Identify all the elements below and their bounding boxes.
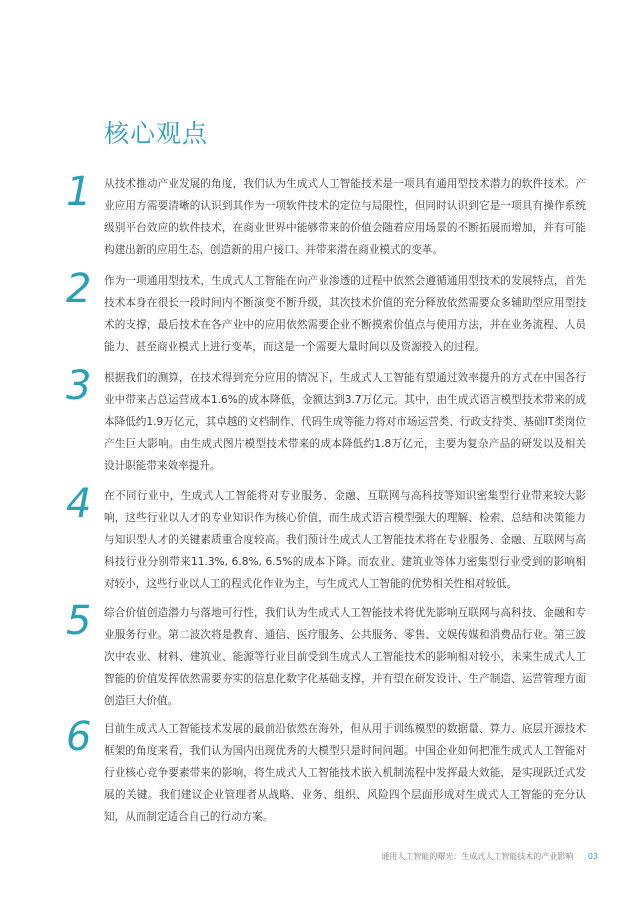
page-number: 03 — [587, 852, 598, 861]
point-text: 综合价值创造潜力与落地可行性，我们认为生成式人工智能技术将优先影响互联网与高科技、金融和专业服务行业。第二波次将是教育、通信、医疗服务、公共服务、零售、文娱传媒和消费品行业。第三波次中农业、材料、建筑业、能源等行业目前受到生成式人工智能技术的影响相对较小，未来生成式人工智能的价值发挥依然需要夯实的信息化数字化基础支撑，并有望在研发设计、生产制造、运营管理方面创造巨大价值。 — [104, 607, 586, 707]
point-text: 从技术推动产业发展的角度，我们认为生成式人工智能技术是一项具有通用型技术潜力的软件技术。产业应用方需要清晰的认识到其作为一项软件技术的定位与局限性，但同时认识到它是一项具有操作系统级别平台效应的软件技术，在商业世界中能够带来的价值会随着应用场景的不断拓展而增加，并有可能构建出新的应用生态、创造新的用户接口、并带来潜在商业模式的变革。 — [104, 178, 586, 256]
point-text: 在不同行业中，生成式人工智能将对专业服务、金融、互联网与高科技等知识密集型行业带来较大影响，这些行业以人才的专业知识作为核心价值，而生成式语言模型强大的理解、检索、总结和决策能力与知识型人才的关键素质重合度较高。我们预计生成式人工智能技术将在专业服务、金融、互联网与高科技行业分别带来11.3%, 6.8%, 6.5%的成本下降。而农业、建筑业等体力密集型行业受到的影响相对较小，这些行业以人工的程式化作业为主，与生成式人工智能的优势相关性相对较低。 — [104, 490, 586, 590]
point-number: 3 — [66, 363, 92, 409]
point-number: 4 — [66, 481, 92, 527]
page-title: 核心观点 — [104, 119, 209, 148]
point-text: 作为一项通用型技术，生成式人工智能在向产业渗透的过程中依然会遵循通用型技术的发展特点，首先技术本身在很长一段时间内不断演变不断升级，其次技术价值的充分释放依然需要众多辅助型应用型技术的支撑，最后技术在各产业中的应用依然需要企业不断摸索价值点与使用方法，并在业务流程、人员能力、甚至商业模式上进行变革，而这是一个需要大量时间以及资源投入的过程。 — [104, 275, 586, 353]
point-number: 5 — [66, 598, 92, 644]
point-number: 6 — [66, 714, 92, 760]
point-number: 2 — [66, 266, 92, 312]
point-text: 目前生成式人工智能技术发展的最前沿依然在海外，但从用于训练模型的数据量、算力、底层开源技术框架的角度来看，我们认为国内出现优秀的大模型只是时间问题。中国企业如何把准生成式人工智能对行业核心竞争要素带来的影响，将生成式人工智能技术嵌入机制流程中发挥最大效能，是实现跃迁式发展的关键。我们建议企业管理者从战略、业务、组织、风险四个层面形成对生成式人工智能的充分认知，从而制定适合自己的行动方案。 — [104, 723, 586, 823]
page-footer — [381, 851, 598, 862]
point-number: 1 — [66, 169, 92, 215]
footer-report-title: 通用人工智能的曙光：生成式人工智能技术的产业影响 — [381, 852, 574, 861]
point-text: 根据我们的测算，在技术得到充分应用的情况下，生成式人工智能有望通过效率提升的方式在中国各行业中带来占总运营成本1.6%的成本降低，金额达到3.7万亿元。其中，由生成式语言模型技术带来的成本降低约1.9万亿元，其卓越的文档制作、代码生成等能力将对市场运营类、行政支持类、基础IT类岗位产生巨大影响。由生成式图片模型技术带来的成本降低约1.8万亿元，主要为复杂产品的研发以及相关设计职能带来效率提升。 — [104, 372, 586, 472]
